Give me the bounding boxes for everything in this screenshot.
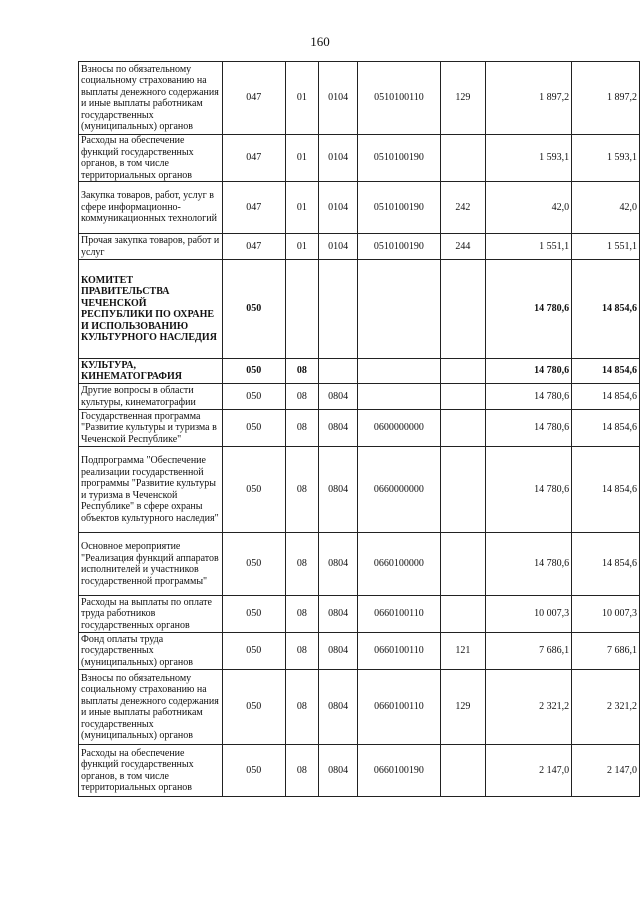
- row-vr: [440, 533, 485, 596]
- row-pr: 0804: [319, 447, 358, 533]
- row-rz: 01: [285, 234, 319, 260]
- table-row: [79, 447, 640, 533]
- table-row: [79, 260, 640, 359]
- row-sum-2021: 1 593,1: [572, 135, 640, 182]
- row-name: Взносы по обязательному социальному страхованию на выплаты денежного содержания и иные выплаты работникам государственных (муниципальных) органов: [79, 62, 223, 135]
- row-csr: 0510100190: [358, 234, 441, 260]
- row-sum-2021: 14 854,6: [572, 359, 640, 384]
- row-rz: 01: [285, 62, 319, 135]
- row-rz: 08: [285, 533, 319, 596]
- row-name: Закупка товаров, работ, услуг в сфере информационно-коммуникационных технологий: [79, 182, 223, 234]
- row-pr: [319, 359, 358, 384]
- row-pr: 0104: [319, 135, 358, 182]
- row-rz: 08: [285, 745, 319, 797]
- row-sum-2021: 7 686,1: [572, 633, 640, 670]
- row-sum-2020: 14 780,6: [485, 384, 571, 410]
- row-rz: 01: [285, 182, 319, 234]
- row-sum-2020: 42,0: [485, 182, 571, 234]
- row-ved: 050: [222, 596, 285, 633]
- row-vr: 244: [440, 234, 485, 260]
- row-csr: 0510100190: [358, 182, 441, 234]
- row-ved: 047: [222, 234, 285, 260]
- row-csr: 0660100190: [358, 745, 441, 797]
- row-sum-2020: 14 780,6: [485, 410, 571, 447]
- row-pr: 0104: [319, 182, 358, 234]
- table-row: [79, 533, 640, 596]
- row-rz: 08: [285, 670, 319, 745]
- row-csr: [358, 260, 441, 359]
- row-sum-2021: 14 854,6: [572, 533, 640, 596]
- row-sum-2021: 2 321,2: [572, 670, 640, 745]
- row-csr: 0600000000: [358, 410, 441, 447]
- row-sum-2020: 2 321,2: [485, 670, 571, 745]
- row-name: Подпрограмма "Обеспечение реализации государственной программы "Развитие культуры и туризма в Чеченской Республике" в сфере охраны объектов культурного наследия": [79, 447, 223, 533]
- row-pr: 0804: [319, 745, 358, 797]
- row-csr: [358, 359, 441, 384]
- row-vr: 121: [440, 633, 485, 670]
- row-pr: 0104: [319, 62, 358, 135]
- row-csr: 0510100190: [358, 135, 441, 182]
- row-csr: 0660100000: [358, 533, 441, 596]
- table-row: [79, 62, 640, 135]
- row-sum-2021: 2 147,0: [572, 745, 640, 797]
- table-row: [79, 670, 640, 745]
- row-name: КУЛЬТУРА, КИНЕМАТОГРАФИЯ: [79, 359, 223, 384]
- row-vr: [440, 596, 485, 633]
- row-pr: 0804: [319, 670, 358, 745]
- table-row: [79, 135, 640, 182]
- budget-table: [78, 61, 640, 797]
- row-sum-2020: 14 780,6: [485, 447, 571, 533]
- row-ved: 047: [222, 135, 285, 182]
- row-csr: 0660100110: [358, 670, 441, 745]
- row-sum-2021: 42,0: [572, 182, 640, 234]
- page-number: 160: [310, 34, 330, 49]
- table-row: [79, 182, 640, 234]
- table-row: [79, 633, 640, 670]
- row-sum-2020: 1 897,2: [485, 62, 571, 135]
- row-csr: 0660100110: [358, 633, 441, 670]
- row-sum-2021: 14 854,6: [572, 384, 640, 410]
- row-pr: 0104: [319, 234, 358, 260]
- row-pr: 0804: [319, 633, 358, 670]
- row-vr: 242: [440, 182, 485, 234]
- row-vr: [440, 359, 485, 384]
- row-vr: [440, 447, 485, 533]
- row-ved: 050: [222, 410, 285, 447]
- row-sum-2021: 10 007,3: [572, 596, 640, 633]
- row-ved: 050: [222, 533, 285, 596]
- table-row: [79, 359, 640, 384]
- row-ved: 047: [222, 182, 285, 234]
- row-vr: 129: [440, 62, 485, 135]
- table-row: [79, 596, 640, 633]
- row-name: Другие вопросы в области культуры, кинематографии: [79, 384, 223, 410]
- row-pr: 0804: [319, 596, 358, 633]
- row-name: КОМИТЕТ ПРАВИТЕЛЬСТВА ЧЕЧЕНСКОЙ РЕСПУБЛИКИ ПО ОХРАНЕ И ИСПОЛЬЗОВАНИЮ КУЛЬТУРНОГО НАСЛЕДИЯ: [79, 260, 223, 359]
- row-name: Основное мероприятие "Реализация функций аппаратов исполнителей и участников государственной программы": [79, 533, 223, 596]
- row-rz: 08: [285, 359, 319, 384]
- row-csr: 0660000000: [358, 447, 441, 533]
- row-sum-2020: 2 147,0: [485, 745, 571, 797]
- row-name: Государственная программа "Развитие культуры и туризма в Чеченской Республике": [79, 410, 223, 447]
- row-rz: 01: [285, 135, 319, 182]
- row-pr: 0804: [319, 533, 358, 596]
- row-pr: [319, 260, 358, 359]
- row-name: Прочая закупка товаров, работ и услуг: [79, 234, 223, 260]
- row-name: Фонд оплаты труда государственных (муниципальных) органов: [79, 633, 223, 670]
- table-row: [79, 234, 640, 260]
- row-sum-2021: 14 854,6: [572, 410, 640, 447]
- row-pr: 0804: [319, 384, 358, 410]
- row-name: Расходы на обеспечение функций государственных органов, в том числе территориальных органов: [79, 745, 223, 797]
- row-rz: [285, 260, 319, 359]
- row-vr: [440, 260, 485, 359]
- row-csr: 0660100110: [358, 596, 441, 633]
- row-ved: 050: [222, 670, 285, 745]
- row-name: Расходы на обеспечение функций государственных органов, в том числе территориальных органов: [79, 135, 223, 182]
- row-csr: 0510100110: [358, 62, 441, 135]
- row-ved: 047: [222, 62, 285, 135]
- table-row: [79, 384, 640, 410]
- row-sum-2020: 14 780,6: [485, 533, 571, 596]
- row-ved: 050: [222, 745, 285, 797]
- row-sum-2020: 1 593,1: [485, 135, 571, 182]
- row-sum-2021: 14 854,6: [572, 260, 640, 359]
- row-ved: 050: [222, 384, 285, 410]
- row-ved: 050: [222, 260, 285, 359]
- row-vr: 129: [440, 670, 485, 745]
- table-row: [79, 410, 640, 447]
- row-vr: [440, 135, 485, 182]
- row-sum-2021: 1 551,1: [572, 234, 640, 260]
- row-vr: [440, 745, 485, 797]
- row-ved: 050: [222, 359, 285, 384]
- row-sum-2020: 1 551,1: [485, 234, 571, 260]
- budget-table-body: [79, 62, 640, 797]
- row-rz: 08: [285, 410, 319, 447]
- row-rz: 08: [285, 447, 319, 533]
- row-vr: [440, 410, 485, 447]
- row-ved: 050: [222, 633, 285, 670]
- row-sum-2020: 14 780,6: [485, 260, 571, 359]
- row-name: Взносы по обязательному социальному страхованию на выплаты денежного содержания и иные выплаты работникам государственных (муниципальных) органов: [79, 670, 223, 745]
- row-rz: 08: [285, 596, 319, 633]
- row-name: Расходы на выплаты по оплате труда работников государственных органов: [79, 596, 223, 633]
- row-rz: 08: [285, 633, 319, 670]
- row-csr: [358, 384, 441, 410]
- table-row: [79, 745, 640, 797]
- row-sum-2020: 10 007,3: [485, 596, 571, 633]
- row-sum-2021: 1 897,2: [572, 62, 640, 135]
- row-sum-2021: 14 854,6: [572, 447, 640, 533]
- row-ved: 050: [222, 447, 285, 533]
- row-pr: 0804: [319, 410, 358, 447]
- row-sum-2020: 14 780,6: [485, 359, 571, 384]
- row-rz: 08: [285, 384, 319, 410]
- row-sum-2020: 7 686,1: [485, 633, 571, 670]
- row-vr: [440, 384, 485, 410]
